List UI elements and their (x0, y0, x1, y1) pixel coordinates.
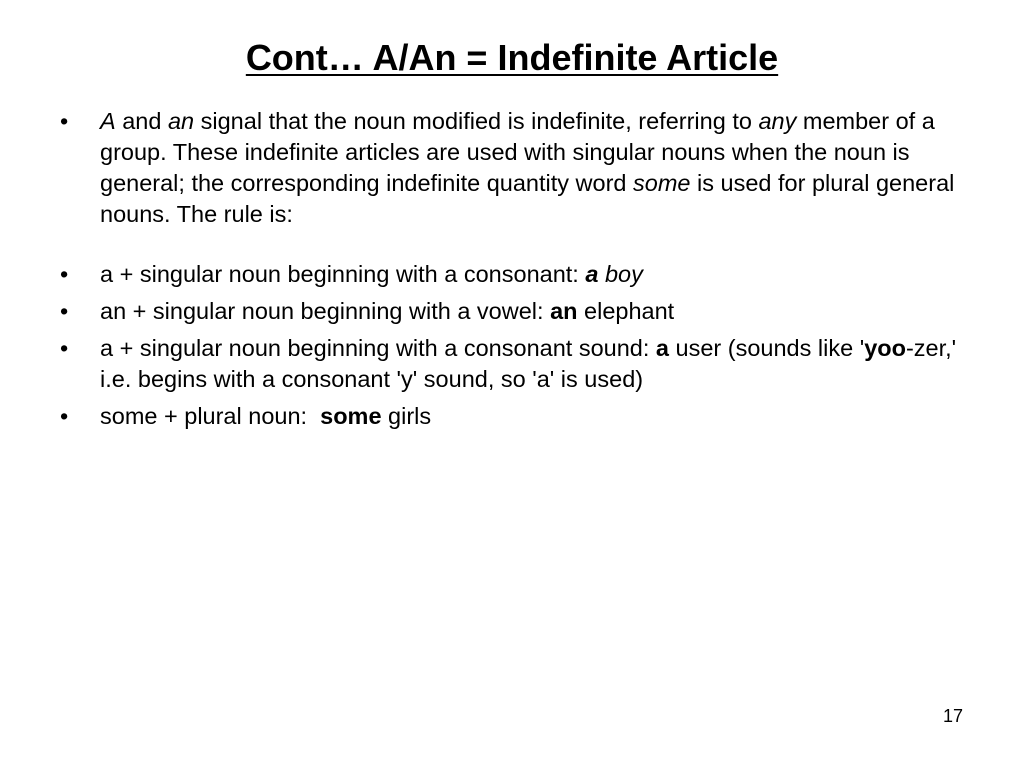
bullet-rule-consonant (56, 259, 976, 290)
rule3-text3: -zer,' i.e. begins with a consonant 'y' sound, so 'a' is used) (100, 335, 957, 392)
bullet-rule-vowel (56, 296, 976, 327)
bullet-icon: • (60, 403, 69, 429)
rule4-article: some (320, 403, 382, 429)
bullet-intro (56, 106, 976, 230)
bullet-icon: • (60, 298, 69, 324)
intro-a-italic: A (100, 108, 116, 134)
bullet-list (56, 106, 976, 432)
rule3-text: a + singular noun beginning with a consonant sound: (100, 335, 656, 361)
bullet-icon: • (60, 335, 69, 361)
rule4-text: some + plural noun: (100, 403, 321, 429)
rule1-article: a (585, 261, 599, 287)
intro-and-text: and (115, 108, 168, 134)
rule4-noun: girls (381, 403, 432, 429)
rule3-text2: user (sounds like ' (669, 335, 865, 361)
rule2-noun: elephant (577, 298, 675, 324)
intro-text3: is used for plural general nouns. The rule is: (100, 170, 955, 227)
rule2-text: an + singular noun beginning with a vowel: (100, 298, 551, 324)
intro-text2: member of a group. These indefinite articles are used with singular nouns when the noun is general; the corresponding indefinite quantity word (100, 108, 935, 196)
bullet-rule-plural (56, 401, 976, 432)
intro-any-italic: any (758, 108, 797, 134)
rule3-article: a (655, 335, 669, 361)
bullet-rule-consonant-sound (56, 333, 976, 395)
intro-some-italic: some (633, 170, 691, 196)
rule1-text: a + singular noun beginning with a consonant: (100, 261, 586, 287)
rule2-article: an (550, 298, 578, 324)
rule1-noun: boy (604, 261, 643, 287)
page-number: 17 (942, 706, 963, 726)
intro-an-italic: an (167, 108, 195, 134)
intro-text1: signal that the noun modified is indefinite, referring to (194, 108, 759, 134)
slide-title: Cont… A/An = Indefinite Article (245, 37, 779, 78)
bullet-icon: • (60, 261, 69, 287)
rule3-yoo: yoo (864, 335, 906, 361)
bullet-icon: • (60, 108, 69, 134)
